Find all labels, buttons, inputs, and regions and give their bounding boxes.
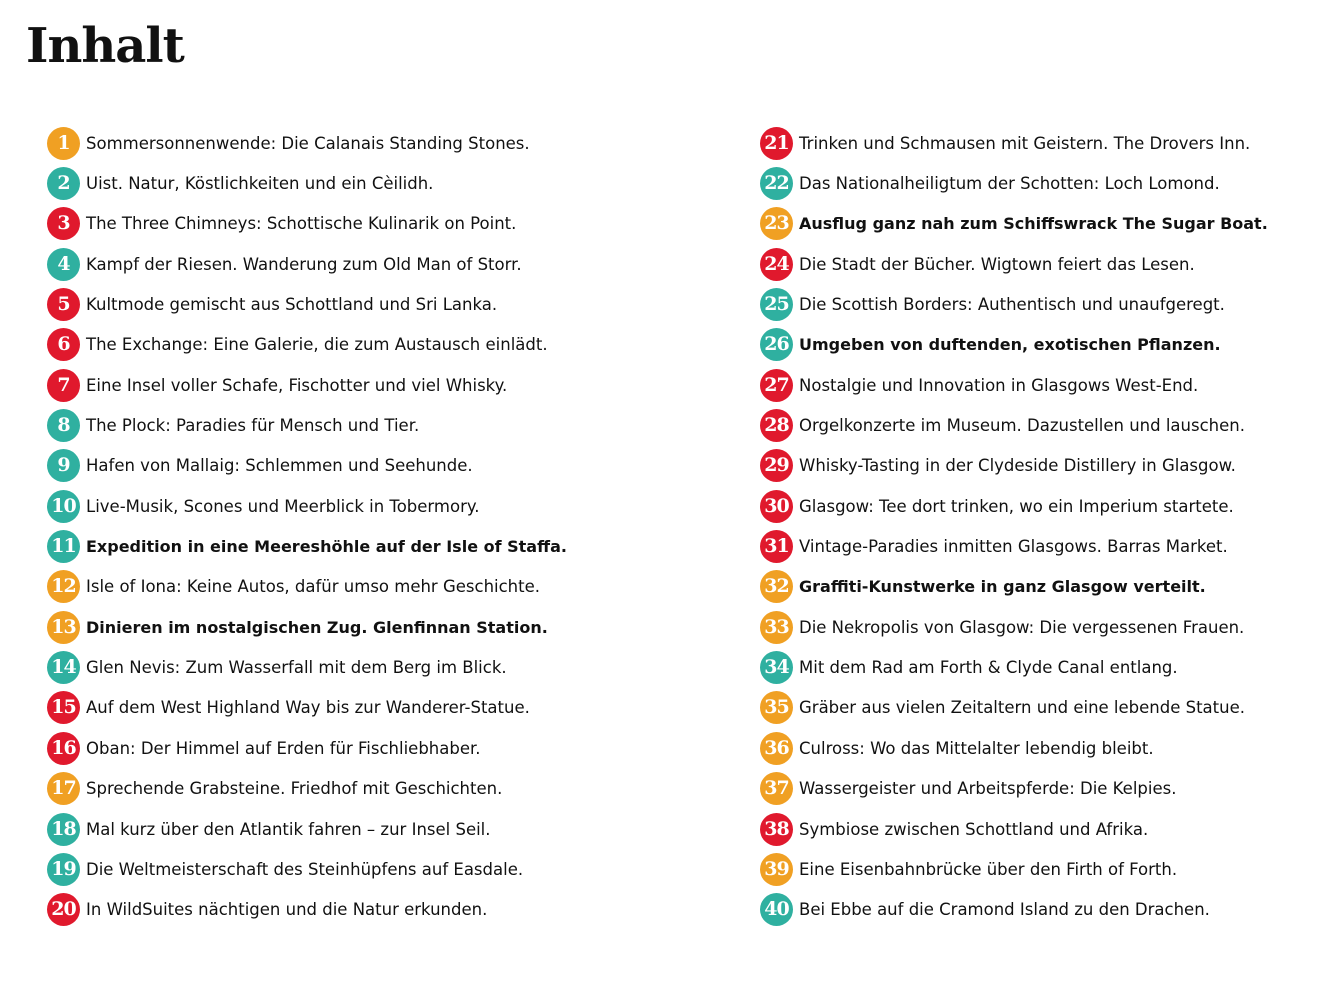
chapter-number-badge: 32 xyxy=(760,570,793,603)
chapter-title: Oban: Der Himmel auf Erden für Fischliebhaber. xyxy=(86,738,481,758)
toc-entry[interactable] xyxy=(47,284,687,324)
chapter-number-badge: 30 xyxy=(760,490,793,523)
toc-column-left xyxy=(47,123,687,930)
chapter-title: Vintage-Paradies inmitten Glasgows. Barras Market. xyxy=(799,537,1228,557)
chapter-title: Eine Eisenbahnbrücke über den Firth of Forth. xyxy=(799,859,1178,879)
chapter-number-badge: 9 xyxy=(47,449,80,482)
toc-entry[interactable] xyxy=(47,607,687,647)
chapter-number-badge: 15 xyxy=(47,691,80,724)
chapter-number-badge: 39 xyxy=(760,853,793,886)
chapter-number-badge: 4 xyxy=(47,248,80,281)
toc-entry[interactable] xyxy=(47,244,687,284)
chapter-number-badge: 7 xyxy=(47,369,80,402)
chapter-number-badge: 3 xyxy=(47,207,80,240)
toc-entry[interactable] xyxy=(760,890,1330,930)
chapter-title: Gräber aus vielen Zeitaltern und eine lebende Statue. xyxy=(799,698,1245,718)
toc-entry[interactable] xyxy=(47,486,687,526)
chapter-number-badge: 10 xyxy=(47,490,80,523)
toc-entry[interactable] xyxy=(760,284,1330,324)
chapter-title: Sprechende Grabsteine. Friedhof mit Geschichten. xyxy=(86,779,503,799)
chapter-title: Uist. Natur, Köstlichkeiten und ein Cèilidh. xyxy=(86,174,434,194)
chapter-title: The Plock: Paradies für Mensch und Tier. xyxy=(86,416,420,436)
toc-entry[interactable] xyxy=(47,809,687,849)
toc-entry[interactable] xyxy=(47,849,687,889)
chapter-title: Mit dem Rad am Forth & Clyde Canal entlang. xyxy=(799,658,1178,678)
chapter-title: Isle of Iona: Keine Autos, dafür umso mehr Geschichte. xyxy=(86,577,541,597)
chapter-number-badge: 29 xyxy=(760,449,793,482)
chapter-title: Eine Insel voller Schafe, Fischotter und viel Whisky. xyxy=(86,375,508,395)
chapter-number-badge: 6 xyxy=(47,328,80,361)
chapter-title: Umgeben von duftenden, exotischen Pflanzen. xyxy=(799,335,1221,355)
toc-entry[interactable] xyxy=(47,365,687,405)
toc-entry[interactable] xyxy=(760,607,1330,647)
chapter-title: Live-Musik, Scones und Meerblick in Tobermory. xyxy=(86,496,480,516)
chapter-number-badge: 1 xyxy=(47,127,80,160)
toc-entry[interactable] xyxy=(47,688,687,728)
chapter-title: The Exchange: Eine Galerie, die zum Austausch einlädt. xyxy=(86,335,548,355)
toc-entry[interactable] xyxy=(760,728,1330,768)
toc-entry[interactable] xyxy=(760,204,1330,244)
chapter-number-badge: 40 xyxy=(760,893,793,926)
chapter-number-badge: 17 xyxy=(47,772,80,805)
chapter-title: Wassergeister und Arbeitspferde: Die Kelpies. xyxy=(799,779,1177,799)
chapter-title: Bei Ebbe auf die Cramond Island zu den Drachen. xyxy=(799,900,1210,920)
toc-entry[interactable] xyxy=(47,526,687,566)
page-title: Inhalt xyxy=(26,18,184,74)
toc-column-right xyxy=(760,123,1330,930)
chapter-number-badge: 2 xyxy=(47,167,80,200)
toc-entry[interactable] xyxy=(760,325,1330,365)
chapter-title: Graffiti-Kunstwerke in ganz Glasgow verteilt. xyxy=(799,577,1206,597)
chapter-number-badge: 24 xyxy=(760,248,793,281)
chapter-title: Die Scottish Borders: Authentisch und unaufgeregt. xyxy=(799,295,1225,315)
chapter-title: In WildSuites nächtigen und die Natur erkunden. xyxy=(86,900,488,920)
chapter-title: Glen Nevis: Zum Wasserfall mit dem Berg im Blick. xyxy=(86,658,507,678)
chapter-number-badge: 14 xyxy=(47,651,80,684)
toc-entry[interactable] xyxy=(760,405,1330,445)
chapter-number-badge: 5 xyxy=(47,288,80,321)
chapter-title: Nostalgie und Innovation in Glasgows West-End. xyxy=(799,375,1199,395)
chapter-number-badge: 21 xyxy=(760,127,793,160)
chapter-title: Ausflug ganz nah zum Schiffswrack The Sugar Boat. xyxy=(799,214,1268,234)
chapter-title: Whisky-Tasting in der Clydeside Distillery in Glasgow. xyxy=(799,456,1236,476)
toc-entry[interactable] xyxy=(760,486,1330,526)
toc-entry[interactable] xyxy=(760,365,1330,405)
chapter-number-badge: 11 xyxy=(47,530,80,563)
chapter-number-badge: 8 xyxy=(47,409,80,442)
chapter-title: Kultmode gemischt aus Schottland und Sri Lanka. xyxy=(86,295,498,315)
chapter-title: Dinieren im nostalgischen Zug. Glenfinnan Station. xyxy=(86,617,548,637)
toc-entry[interactable] xyxy=(47,204,687,244)
toc-entry[interactable] xyxy=(760,123,1330,163)
chapter-title: Culross: Wo das Mittelalter lebendig bleibt. xyxy=(799,738,1154,758)
chapter-number-badge: 35 xyxy=(760,691,793,724)
chapter-number-badge: 13 xyxy=(47,611,80,644)
chapter-title: Glasgow: Tee dort trinken, wo ein Imperium startete. xyxy=(799,496,1234,516)
toc-entry[interactable] xyxy=(760,526,1330,566)
chapter-title: Orgelkonzerte im Museum. Dazustellen und lauschen. xyxy=(799,416,1245,436)
toc-entry[interactable] xyxy=(47,163,687,203)
toc-entry[interactable] xyxy=(47,446,687,486)
toc-entry[interactable] xyxy=(760,446,1330,486)
chapter-number-badge: 28 xyxy=(760,409,793,442)
chapter-title: Kampf der Riesen. Wanderung zum Old Man of Storr. xyxy=(86,254,522,274)
toc-entry[interactable] xyxy=(760,849,1330,889)
chapter-number-badge: 25 xyxy=(760,288,793,321)
toc-entry[interactable] xyxy=(47,890,687,930)
chapter-title: Hafen von Mallaig: Schlemmen und Seehunde. xyxy=(86,456,473,476)
toc-entry[interactable] xyxy=(47,647,687,687)
chapter-title: Die Nekropolis von Glasgow: Die vergessenen Frauen. xyxy=(799,617,1245,637)
chapter-number-badge: 26 xyxy=(760,328,793,361)
toc-entry[interactable] xyxy=(47,405,687,445)
chapter-number-badge: 16 xyxy=(47,732,80,765)
chapter-title: Sommersonnenwende: Die Calanais Standing Stones. xyxy=(86,133,530,153)
chapter-number-badge: 33 xyxy=(760,611,793,644)
toc-entry[interactable] xyxy=(47,769,687,809)
chapter-number-badge: 22 xyxy=(760,167,793,200)
toc-entry[interactable] xyxy=(760,769,1330,809)
chapter-title: Symbiose zwischen Schottland und Afrika. xyxy=(799,819,1149,839)
chapter-title: Trinken und Schmausen mit Geistern. The Drovers Inn. xyxy=(799,133,1251,153)
chapter-title: Die Weltmeisterschaft des Steinhüpfens auf Easdale. xyxy=(86,859,524,879)
chapter-number-badge: 19 xyxy=(47,853,80,886)
toc-entry[interactable] xyxy=(760,567,1330,607)
chapter-title: Auf dem West Highland Way bis zur Wanderer-Statue. xyxy=(86,698,530,718)
chapter-number-badge: 34 xyxy=(760,651,793,684)
chapter-number-badge: 38 xyxy=(760,813,793,846)
chapter-title: Die Stadt der Bücher. Wigtown feiert das Lesen. xyxy=(799,254,1195,274)
chapter-number-badge: 27 xyxy=(760,369,793,402)
chapter-number-badge: 23 xyxy=(760,207,793,240)
toc-entry[interactable] xyxy=(47,123,687,163)
chapter-title: The Three Chimneys: Schottische Kulinarik on Point. xyxy=(86,214,517,234)
toc-entry[interactable] xyxy=(760,809,1330,849)
toc-entry[interactable] xyxy=(760,244,1330,284)
chapter-title: Das Nationalheiligtum der Schotten: Loch Lomond. xyxy=(799,174,1220,194)
toc-entry[interactable] xyxy=(47,728,687,768)
chapter-number-badge: 20 xyxy=(47,893,80,926)
toc-entry[interactable] xyxy=(47,567,687,607)
chapter-number-badge: 18 xyxy=(47,813,80,846)
chapter-number-badge: 36 xyxy=(760,732,793,765)
chapter-number-badge: 37 xyxy=(760,772,793,805)
toc-entry[interactable] xyxy=(760,688,1330,728)
chapter-number-badge: 31 xyxy=(760,530,793,563)
toc-entry[interactable] xyxy=(760,163,1330,203)
toc-entry[interactable] xyxy=(47,325,687,365)
chapter-title: Expedition in eine Meereshöhle auf der Isle of Staffa. xyxy=(86,537,567,557)
chapter-number-badge: 12 xyxy=(47,570,80,603)
toc-entry[interactable] xyxy=(760,647,1330,687)
chapter-title: Mal kurz über den Atlantik fahren – zur Insel Seil. xyxy=(86,819,491,839)
